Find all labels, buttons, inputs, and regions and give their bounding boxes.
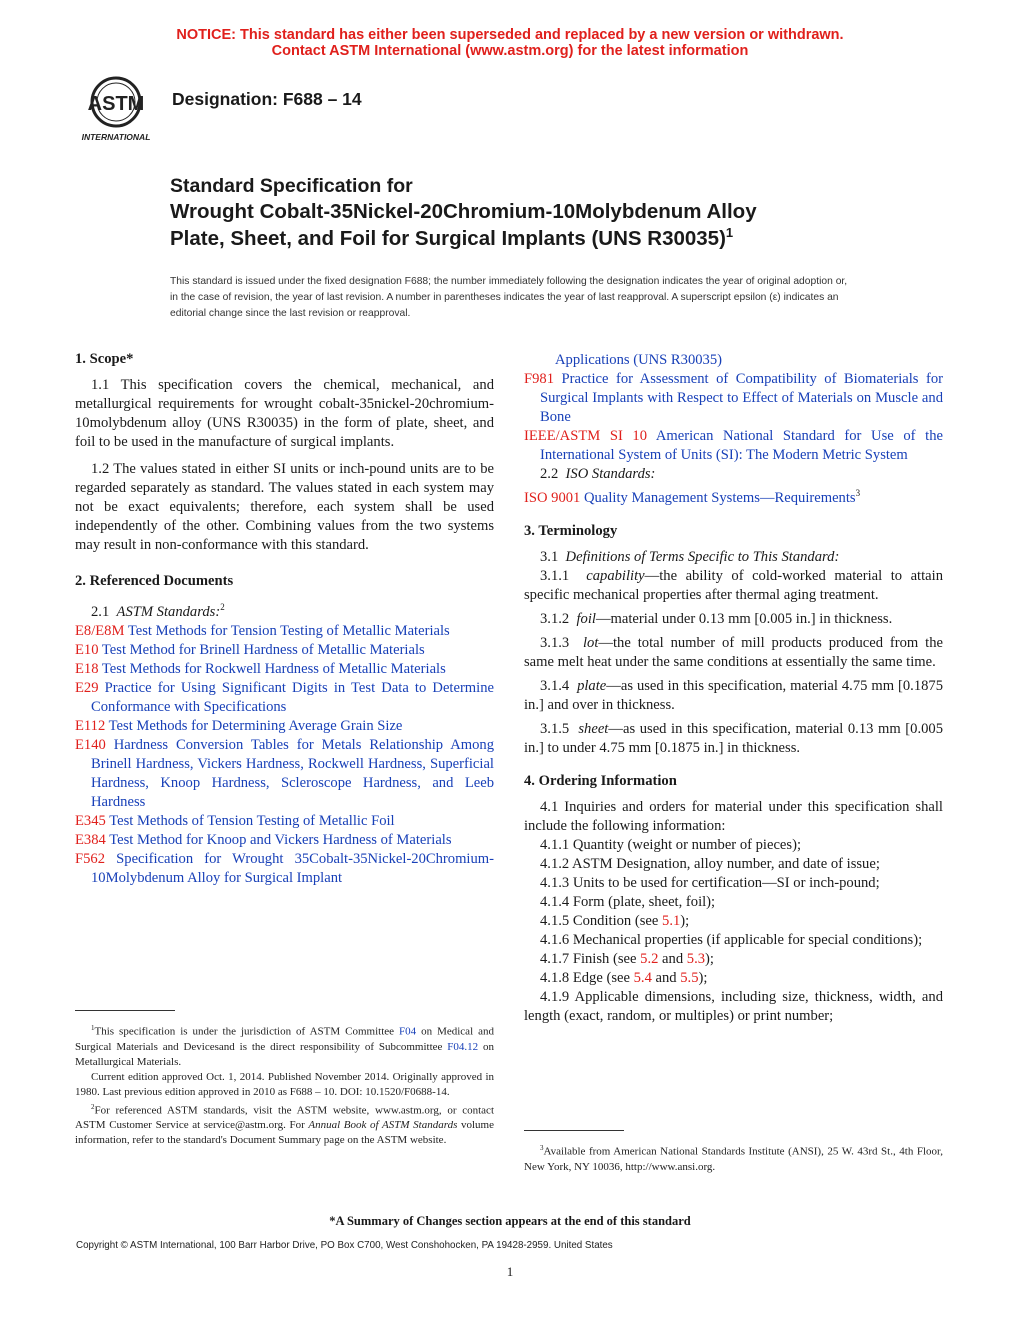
term-definition: —material under 0.13 mm [0.005 in.] in thickness.: [595, 610, 893, 627]
reference-item[interactable]: [75, 660, 494, 679]
logo-subtext: INTERNATIONAL: [81, 132, 151, 142]
para-4-1-2: 4.1.2 ASTM Designation, alloy number, and date of issue;: [540, 855, 880, 872]
ref-code[interactable]: E8/E8M: [75, 622, 125, 639]
issued-note: This standard is issued under the fixed designation F688; the number immediately following the designation indicates the year of original adoption or, in the case of revision, the year of last revision. A number in parentheses indicates the year of last reapproval. A superscript epsilon (ε) indicates an editorial change since the last revision or reapproval.: [170, 276, 848, 319]
term-definition: —as used in this specification, material 4.75 mm [0.1875 in.] and over in thickness.: [524, 677, 944, 713]
term-num: 3.1.4: [540, 677, 570, 694]
para-4-1-3: 4.1.3 Units to be used for certification—SI or inch-pound;: [540, 874, 880, 891]
para-2-1: [75, 598, 494, 622]
reference-item[interactable]: [75, 736, 494, 812]
para-3-1-2: [524, 610, 943, 629]
notice-line-2: Contact ASTM International (www.astm.org) for the latest information: [271, 43, 749, 59]
term: sheet: [578, 720, 609, 737]
footnote-ref-2[interactable]: 2: [220, 602, 225, 612]
para-4-1-7: [524, 950, 943, 969]
para-3-1-3: [524, 634, 943, 672]
committee-link[interactable]: F04: [399, 1025, 417, 1038]
para-4-1-4: 4.1.4 Form (plate, sheet, foil);: [540, 893, 716, 910]
footnote-text: For referenced ASTM standards, visit the ASTM website, www.astm.org, or contact ASTM Customer Service at service@astm.org. For: [75, 1104, 494, 1132]
para-4-1: 4.1 Inquiries and orders for material under this specification shall include the following information:: [524, 798, 943, 834]
footnote-1: [75, 1021, 494, 1070]
ref-title[interactable]: Test Methods for Tension Testing of Metallic Materials: [127, 622, 450, 639]
para-text: and: [658, 950, 687, 967]
para-4-1-6: 4.1.6 Mechanical properties (if applicable for special conditions);: [540, 931, 923, 948]
ref-title[interactable]: Hardness Conversion Tables for Metals Relationship Among Brinell Hardness, Vickers Hardness, Rockwell Hardness, Superficial Hardness, Knoop Hardness, Scleroscope Hardness, and Leeb Hardness: [91, 736, 494, 810]
reference-item[interactable]: [524, 370, 943, 427]
para-text: 4.1.7 Finish (see: [540, 950, 641, 967]
term-definition: —as used in this specification, material 0.13 mm [0.005 in.] to under 4.75 mm [0.1875 in.] in thickness.: [524, 720, 944, 756]
ref-code[interactable]: E140: [75, 736, 106, 753]
para-4-1-9: 4.1.9 Applicable dimensions, including size, thickness, width, and length (exact, random, or multiples) or print number;: [524, 988, 943, 1024]
para-3-1-5: [524, 720, 943, 758]
footnote-text: Available from American National Standards Institute (ANSI), 25 W. 43rd St., 4th Floor, New York, NY 10036, http://www.ansi.org.: [524, 1145, 943, 1173]
right-column: [524, 351, 943, 1026]
section-3-heading: 3. Terminology: [524, 522, 618, 539]
ref-title[interactable]: American National Standard for Use of the International System of Units (SI): The Modern Metric System: [540, 428, 943, 463]
footnote-num: 3: [540, 1144, 544, 1152]
reference-item[interactable]: [75, 831, 494, 850]
ref-code[interactable]: E112: [75, 717, 106, 734]
footnote-2: [75, 1100, 494, 1149]
reference-item[interactable]: [75, 812, 494, 831]
term: foil: [576, 610, 596, 627]
section-2-heading: 2. Referenced Documents: [75, 573, 234, 589]
notice-line-1: NOTICE: This standard has either been superseded and replaced by a new version or withdrawn.: [176, 27, 844, 43]
para-1-1: 1.1 This specification covers the chemical, mechanical, and metallurgical requirements for wrought cobalt-35nickel-20chromium-10molybdenum alloy (UNS R30035) in the form of plate, sheet, and foil to be used in the manufacture of surgical implants.: [75, 377, 494, 450]
footnote-num: 2: [91, 1102, 95, 1111]
para-2-1-num: 2.1: [91, 603, 110, 620]
document-title: [170, 174, 757, 252]
ref-title[interactable]: Test Methods for Rockwell Hardness of Metallic Materials: [101, 660, 446, 677]
reference-item[interactable]: [75, 717, 494, 736]
para-text: );: [698, 969, 708, 986]
para-text: 4.1.8 Edge (see: [540, 969, 634, 986]
astm-reference-list: [75, 622, 494, 888]
ref-code[interactable]: E384: [75, 831, 106, 848]
title-line-2-text: Plate, Sheet, and Foil for Surgical Implants (UNS R30035): [170, 227, 726, 250]
ref-title[interactable]: Test Method for Knoop and Vickers Hardness of Materials: [109, 831, 452, 848]
footnote-1-edition: Current edition approved Oct. 1, 2014. Published November 2014. Originally approved in 1980. Last previous edition approved in 2010 as F688 – 10. DOI: 10.1520/F0688-14.: [75, 1070, 494, 1098]
term-num: 3.1.2: [540, 610, 570, 627]
ref-title[interactable]: Practice for Using Significant Digits in Test Data to Determine Conformance with Specifications: [91, 679, 494, 715]
ref-code[interactable]: ISO 9001: [524, 489, 581, 506]
footnote-3: [524, 1141, 943, 1175]
logo-text: ASTM: [87, 93, 145, 115]
para-text: );: [680, 912, 690, 929]
ref-iso-9001[interactable]: [524, 484, 943, 508]
footnotes-right: [524, 1141, 943, 1175]
para-4-1-8: [524, 969, 943, 988]
term-num: 3.1.1: [540, 567, 570, 584]
para-2-2-label: ISO Standards:: [565, 466, 656, 482]
section-link[interactable]: 5.4: [633, 969, 652, 986]
section-link[interactable]: 5.1: [662, 912, 681, 929]
astm-logo-icon: [76, 74, 158, 144]
footnote-text: This specification is under the jurisdiction of ASTM Committee: [94, 1025, 399, 1038]
ref-title[interactable]: Practice for Assessment of Compatibility of Biomaterials for Surgical Implants with Respect to Effect of Materials on Muscle and Bone: [540, 371, 943, 425]
para-2-1-label: ASTM Standards:: [116, 603, 221, 620]
footnote-text: volume information, refer to the standard's Document Summary page on the ASTM website.: [75, 1119, 494, 1147]
section-link[interactable]: 5.5: [680, 969, 699, 986]
reference-item[interactable]: [75, 850, 494, 888]
ref-code[interactable]: F981: [524, 371, 555, 387]
astm-logo: [76, 74, 158, 144]
left-column: [75, 350, 494, 888]
ref-code[interactable]: E18: [75, 660, 99, 677]
f562-continuation[interactable]: Applications (UNS R30035): [555, 352, 723, 368]
section-link[interactable]: 5.2: [640, 950, 659, 967]
ref-title[interactable]: Test Methods for Determining Average Grain Size: [108, 717, 403, 734]
reference-item[interactable]: [75, 622, 494, 641]
para-3-1-4: [524, 677, 943, 715]
section-link[interactable]: 5.3: [686, 950, 706, 967]
term: capability: [586, 567, 645, 584]
section-1-heading: 1. Scope*: [75, 351, 134, 367]
reference-item[interactable]: [524, 427, 943, 465]
term: lot: [583, 634, 599, 651]
para-2-2: [524, 465, 943, 484]
ref-title[interactable]: Specification for Wrought 35Cobalt-35Nickel-20Chromium-10Molybdenum Alloy for Surgical Implant: [91, 850, 494, 886]
para-4-1-1: 4.1.1 Quantity (weight or number of pieces);: [540, 836, 801, 853]
subcommittee-link[interactable]: F04.12: [447, 1040, 479, 1053]
para-3-1-num: 3.1: [540, 548, 559, 565]
para-4-1-5: [524, 912, 943, 931]
footnote-text: on Medical and Surgical Materials and Devicesand is the direct responsibility of Subcommittee: [75, 1025, 494, 1053]
ref-title[interactable]: Test Method for Brinell Hardness of Metallic Materials: [101, 641, 425, 658]
copyright: Copyright © ASTM International, 100 Barr Harbor Drive, PO Box C700, West Conshohocken, PA 19428-2959. United States: [76, 1240, 613, 1251]
footnote-ref-3[interactable]: 3: [855, 488, 861, 498]
reference-item[interactable]: [75, 679, 494, 717]
ref-code[interactable]: F562: [75, 850, 106, 867]
term-definition: —the total number of mill products produced from the same melt heat under the same conditions at essentially the same time.: [524, 634, 943, 670]
astm-reference-list-cont: [524, 370, 943, 465]
footnote-num: 1: [91, 1024, 95, 1032]
para-3-1-1: [524, 567, 943, 605]
footnotes-left: [75, 1021, 494, 1148]
footnote-rule-right: [524, 1130, 624, 1131]
para-text: 4.1.5 Condition (see: [540, 912, 663, 929]
term-num: 3.1.3: [540, 634, 570, 651]
footnote-text-italic: Annual Book of ASTM Standards: [308, 1119, 458, 1132]
para-3-1-label: Definitions of Terms Specific to This Standard:: [565, 548, 840, 565]
page-number: 1: [506, 1264, 514, 1279]
summary-of-changes-note: *A Summary of Changes section appears at the end of this standard: [329, 1214, 691, 1228]
section-4-heading: 4. Ordering Information: [524, 772, 677, 789]
term-num: 3.1.5: [540, 720, 570, 737]
ref-code[interactable]: E29: [75, 679, 99, 696]
para-text: );: [705, 950, 714, 967]
term: plate: [577, 677, 607, 694]
footnote-rule-left: [75, 1010, 175, 1011]
para-3-1: [524, 548, 943, 567]
term-definition: —the ability of cold-worked material to attain specific mechanical properties after thermal aging treatment.: [524, 567, 943, 603]
title-line-2: [170, 225, 757, 252]
designation: Designation: F688 – 14: [172, 89, 362, 109]
title-line-1: Wrought Cobalt-35Nickel-20Chromium-10Molybdenum Alloy: [170, 200, 757, 223]
ref-code[interactable]: IEEE/ASTM SI 10: [524, 428, 648, 444]
reference-item[interactable]: [75, 641, 494, 660]
ref-code[interactable]: E10: [75, 641, 99, 658]
title-prefix: Standard Specification for: [170, 175, 413, 197]
ref-title[interactable]: Quality Management Systems—Requirements: [584, 489, 856, 506]
title-footnote-ref[interactable]: 1: [725, 225, 734, 240]
para-2-2-num: 2.2: [540, 466, 559, 482]
footnote-text: on Metallurgical Materials.: [75, 1040, 495, 1068]
para-1-2: 1.2 The values stated in either SI units or inch-pound units are to be regarded separately as standard. The values stated in each system may not be exact equivalents; therefore, each system shall be used independently of the other. Combining values from the two systems may result in non-conformance with this standard.: [75, 461, 494, 553]
ref-title[interactable]: Test Methods of Tension Testing of Metallic Foil: [109, 812, 395, 829]
ref-code[interactable]: E345: [75, 812, 106, 829]
para-text: and: [651, 969, 681, 986]
